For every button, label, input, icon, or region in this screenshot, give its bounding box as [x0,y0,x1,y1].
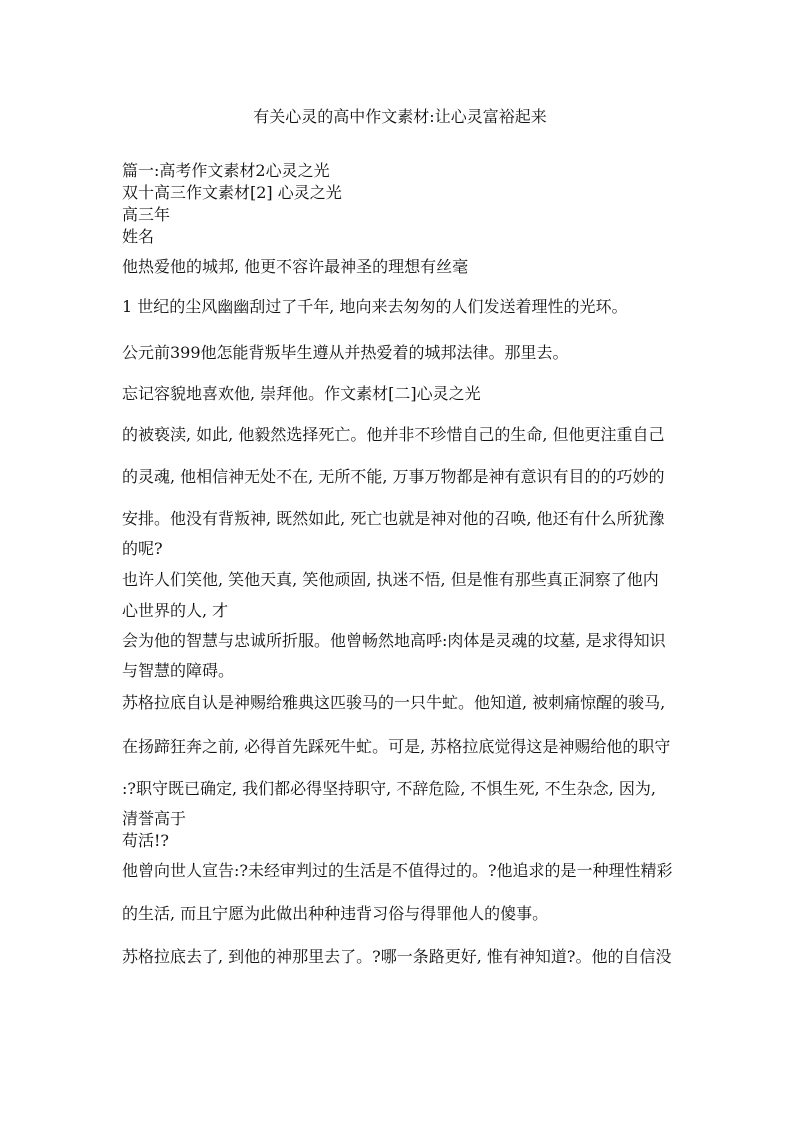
text-line: 在扬蹄狂奔之前, 必得首先踩死牛虻。可是, 苏格拉底觉得这是神赐给他的职守 [122,737,671,756]
text-line: :?职守既已确定, 我们都必得坚持职守, 不辞危险, 不惧生死, 不生杂念, 因为, [122,779,656,798]
document-title: 有关心灵的高中作文素材:让心灵富裕起来 [253,107,547,126]
text-line: 公元前399他怎能背叛毕生遵从并热爱着的城邦法律。那里去。 [122,343,569,362]
text-line: 高三年 [122,205,171,224]
text-line: 他曾向世人宣告:?未经审判过的生活是不值得过的。?他追求的是一种理性精彩 [122,861,673,880]
text-line: 1 世纪的尘风幽幽刮过了千年, 地向来去匆匆的人们发送着理性的光环。 [122,297,628,316]
text-line: 忘记容貌地喜欢他, 崇拜他。作文素材[二]心灵之光 [122,384,481,403]
text-line: 心世界的人, 才 [122,601,229,620]
text-line: 清誉高于 [122,809,187,828]
text-line: 安排。他没有背叛神, 既然如此, 死亡也就是神对他的召唤, 他还有什么所犹豫 [122,509,665,528]
text-line: 的被亵渎, 如此, 他毅然选择死亡。他并非不珍惜自己的生命, 但他更注重自己 [122,425,665,444]
text-line: 也许人们笑他, 笑他天真, 笑他顽固, 执迷不悟, 但是惟有那些真正洞察了他内 [122,570,659,589]
text-line: 苏格拉底去了, 到他的神那里去了。?哪一条路更好, 惟有神知道?。他的自信没 [122,947,672,966]
text-line: 与智慧的障碍。 [122,661,235,680]
text-line: 的呢? [122,539,163,558]
text-line: 苟活!? [122,831,170,850]
text-line: 会为他的智慧与忠诚所折服。他曾畅然地高呼:肉体是灵魂的坟墓, 是求得知识 [122,631,666,650]
text-line: 双十高三作文素材[2] 心灵之光 [122,183,342,202]
text-line: 苏格拉底自认是神赐给雅典这匹骏马的一只牛虻。他知道, 被刺痛惊醒的骏马, [122,693,666,712]
text-line: 姓名 [122,227,155,246]
text-line: 的灵魂, 他相信神无处不在, 无所不能, 万事万物都是神有意识有目的的巧妙的 [122,467,665,486]
text-line: 他热爱他的城邦, 他更不容许最神圣的理想有丝毫 [122,257,469,276]
text-line: 的生活, 而且宁愿为此做出种种违背习俗与得罪他人的傻事。 [122,904,549,923]
text-line: 篇一:高考作文素材2心灵之光 [122,161,330,180]
